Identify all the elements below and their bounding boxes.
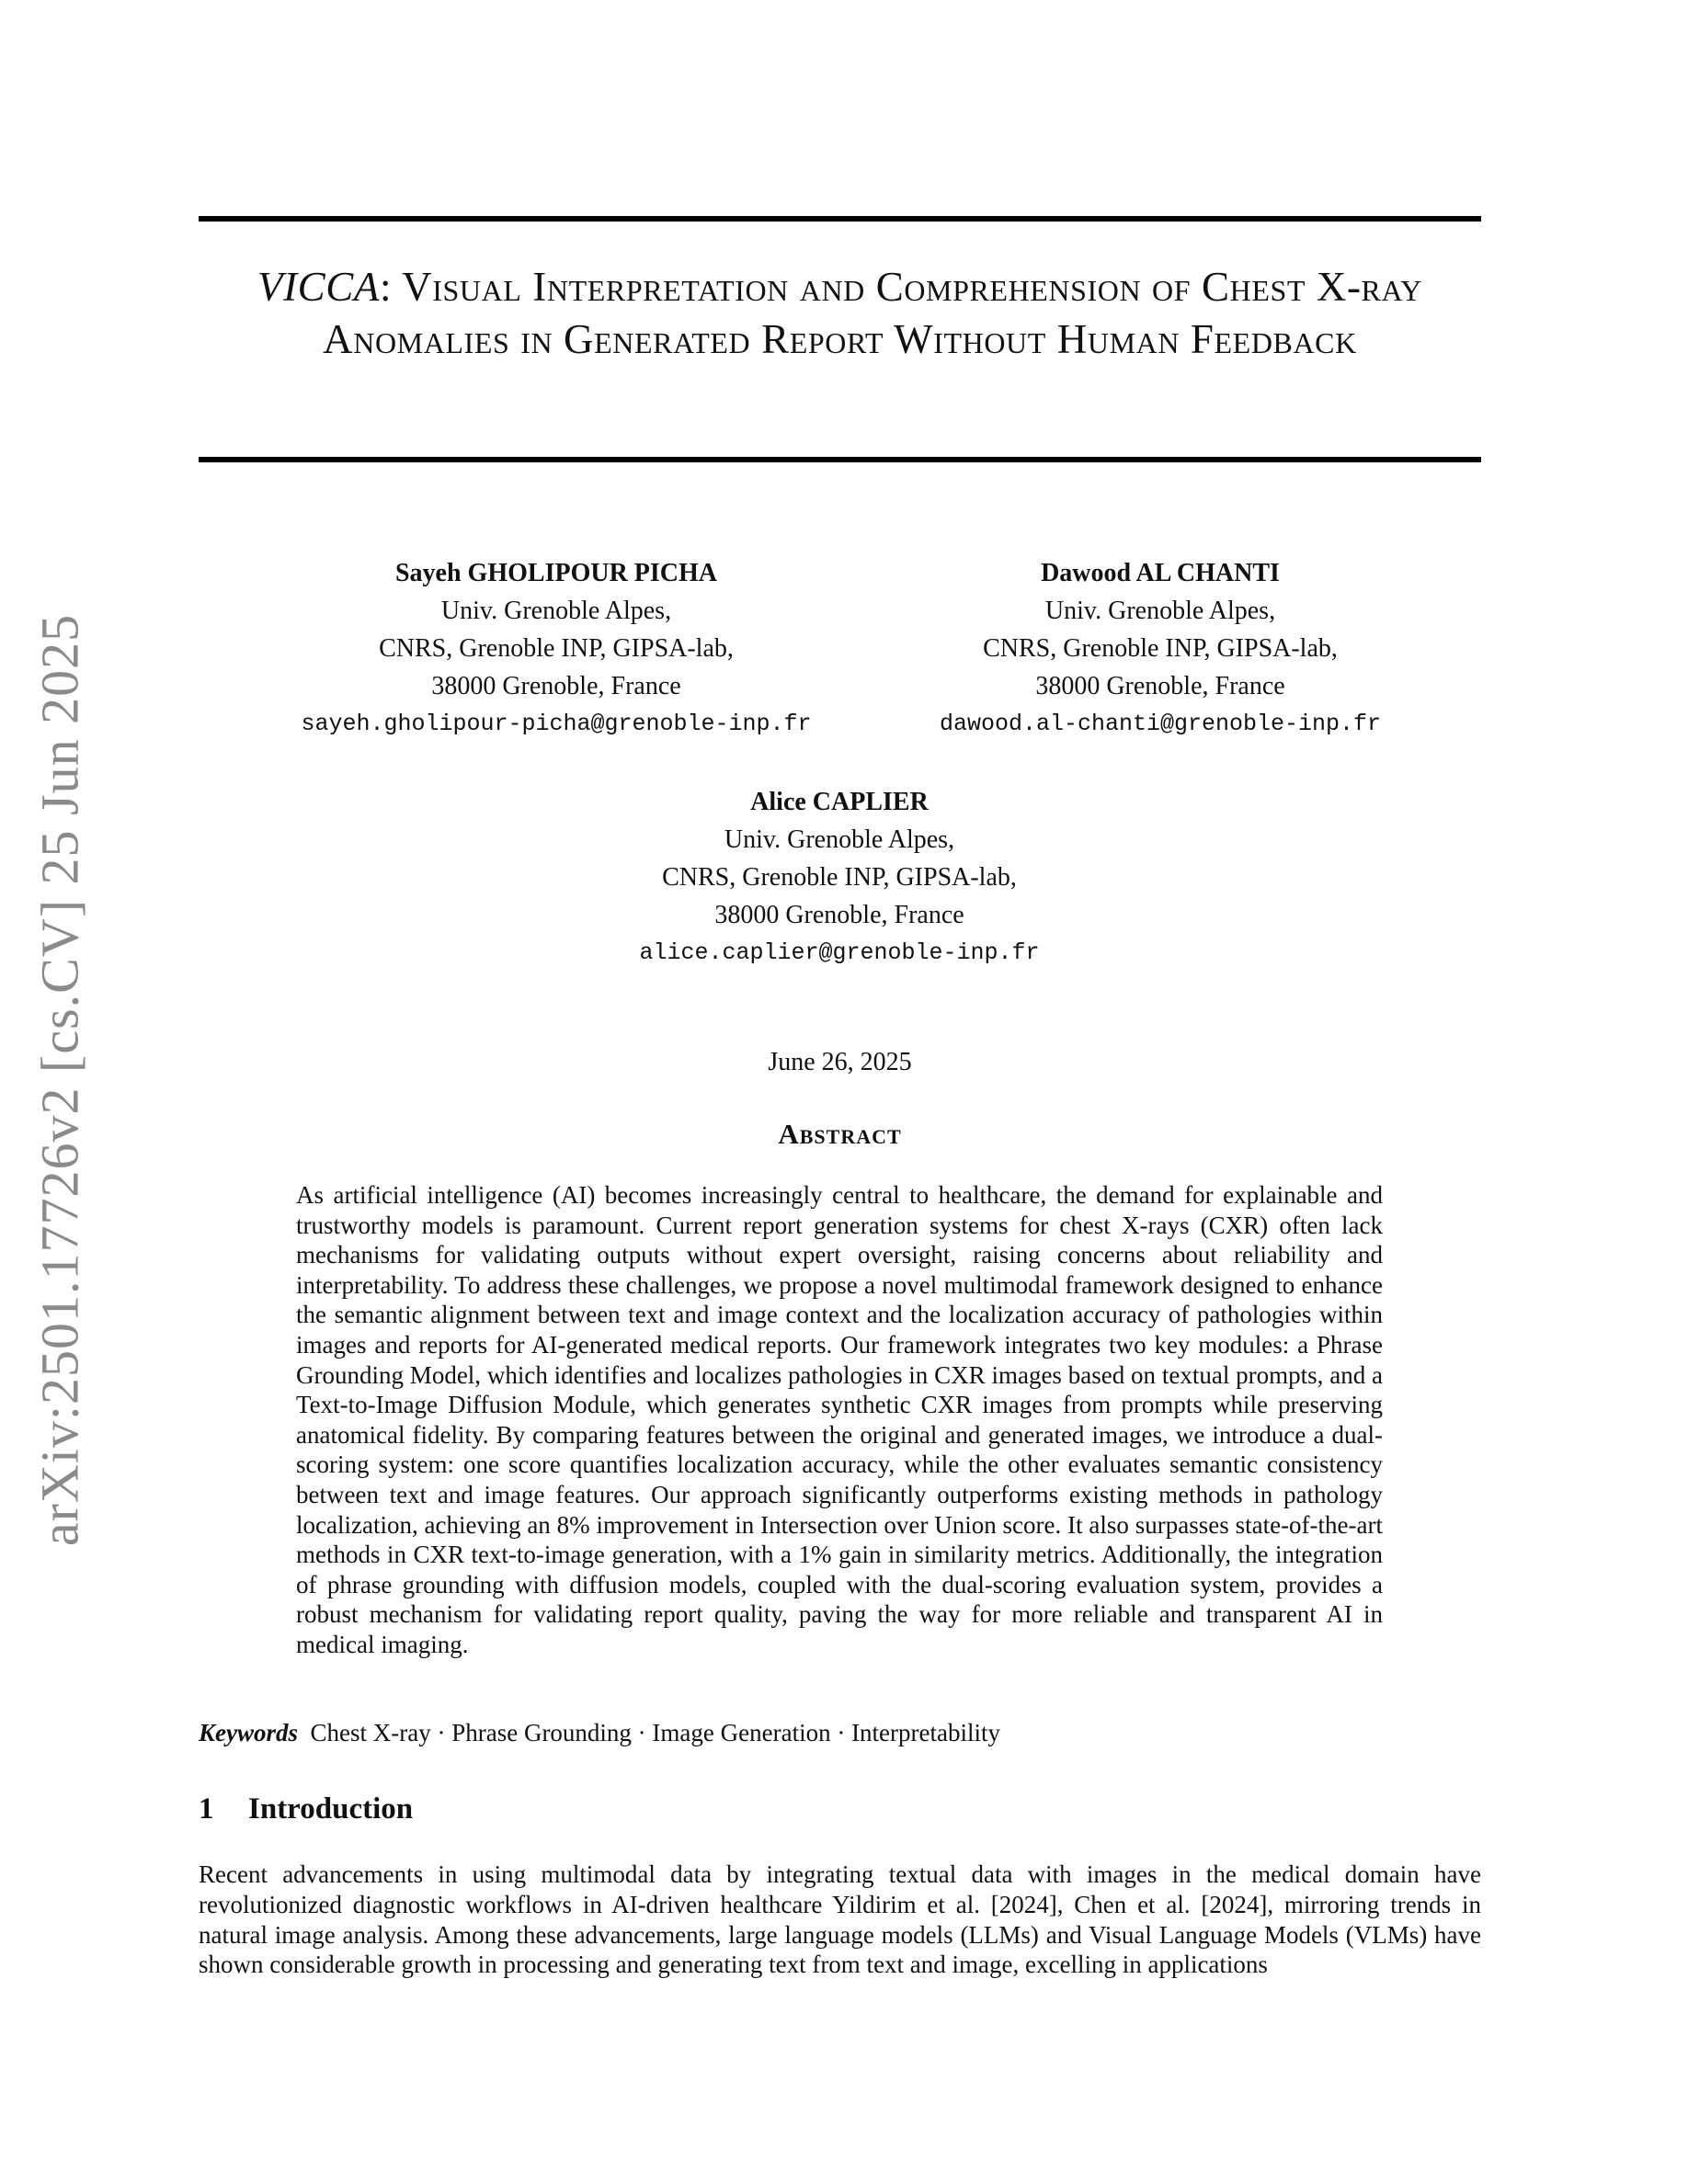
section-title: Introduction — [248, 1792, 414, 1826]
section-heading — [199, 1792, 413, 1826]
title-bottom-rule — [199, 457, 1481, 462]
abstract-heading: Abstract — [778, 1118, 902, 1150]
title-acronym: VICCA — [257, 264, 380, 310]
paper-title — [199, 261, 1481, 366]
author-name: Sayeh GHOLIPOUR PICHA — [394, 559, 718, 587]
author-affiliation: CNRS, Grenoble INP, GIPSA-lab, — [662, 863, 1017, 892]
author-email: dawood.al-chanti@grenoble-inp.fr — [939, 711, 1382, 737]
keywords-label: Keywords — [199, 1719, 298, 1746]
author-email: sayeh.gholipour-picha@grenoble-inp.fr — [301, 711, 812, 737]
author-block — [793, 554, 1528, 743]
title-top-rule — [199, 216, 1481, 222]
author-affiliation: CNRS, Grenoble INP, GIPSA-lab, — [379, 634, 734, 663]
author-name: Dawood AL CHANTI — [1041, 559, 1280, 587]
author-email: alice.caplier@grenoble-inp.fr — [639, 939, 1040, 966]
abstract-text: As artificial intelligence (AI) becomes increasingly central to healthcare, the demand for explainable and trustworthy models is paramount. Current report generation systems for chest X-rays (CXR) often lack mechanisms for validating outputs without expert oversight, raising concerns about reliability and interpretability. To address these challenges, we propose a novel multimodal framework designed to enhance the semantic alignment between text and image context and the localization accuracy of pathologies within images and reports for AI-generated medical reports. Our framework integrates two key modules: a Phrase Grounding Model, which identifies and localizes pathologies in CXR images based on textual prompts, and a Text-to-Image Diffusion Module, which generates synthetic CXR images from prompts while preserving anatomical fidelity. By comparing features between the original and generated images, we introduce a dual-scoring system: one score quantifies localization accuracy, while the other evaluates semantic consistency between text and image features. Our approach significantly outperforms existing methods in pathology localization, achieving an 8% improvement in Intersection over Union score. It also surpasses state-of-the-art methods in CXR text-to-image generation, with a 1% gain in similarity metrics. Additionally, the integration of phrase grounding with diffusion models, coupled with the dual-scoring evaluation system, provides a robust mechanism for validating report quality, paving the way for more reliable and transparent AI in medical imaging. — [296, 1181, 1383, 1658]
section-number: 1 — [199, 1792, 214, 1826]
arxiv-identifier: arXiv:2501.17726v2 [cs.CV] 25 Jun 2025 — [29, 613, 90, 1547]
author-block — [472, 783, 1207, 972]
author-affiliation: Univ. Grenoble Alpes, — [724, 825, 955, 854]
introduction-text: Recent advancements in using multimodal data by integrating textual data with images in the medical domain have revolutionized diagnostic workflows in AI-driven healthcare Yildirim et al. [2024], Chen et al. [2024], mirroring trends in natural image analysis. Among these advancements, large language models (LLMs) and Visual Language Models (VLMs) have shown considerable growth in processing and generating text from text and image, excelling in applications — [199, 1860, 1481, 1979]
author-affiliation: CNRS, Grenoble INP, GIPSA-lab, — [983, 634, 1338, 663]
title-text: : Visual Interpretation and Comprehension of Chest X-ray Anomalies in Generated Report Without Human Feedback — [323, 264, 1422, 362]
author-affiliation: 38000 Grenoble, France — [1035, 672, 1285, 700]
author-name: Alice CAPLIER — [750, 788, 929, 816]
author-affiliation: Univ. Grenoble Alpes, — [440, 597, 672, 625]
author-affiliation: 38000 Grenoble, France — [431, 672, 681, 700]
keywords-text: Chest X-ray · Phrase Grounding · Image Generation · Interpretability — [310, 1719, 1001, 1746]
paper-date: June 26, 2025 — [768, 1048, 912, 1076]
author-affiliation: 38000 Grenoble, France — [714, 901, 964, 929]
keywords-line — [199, 1719, 1000, 1747]
author-affiliation: Univ. Grenoble Alpes, — [1044, 597, 1276, 625]
